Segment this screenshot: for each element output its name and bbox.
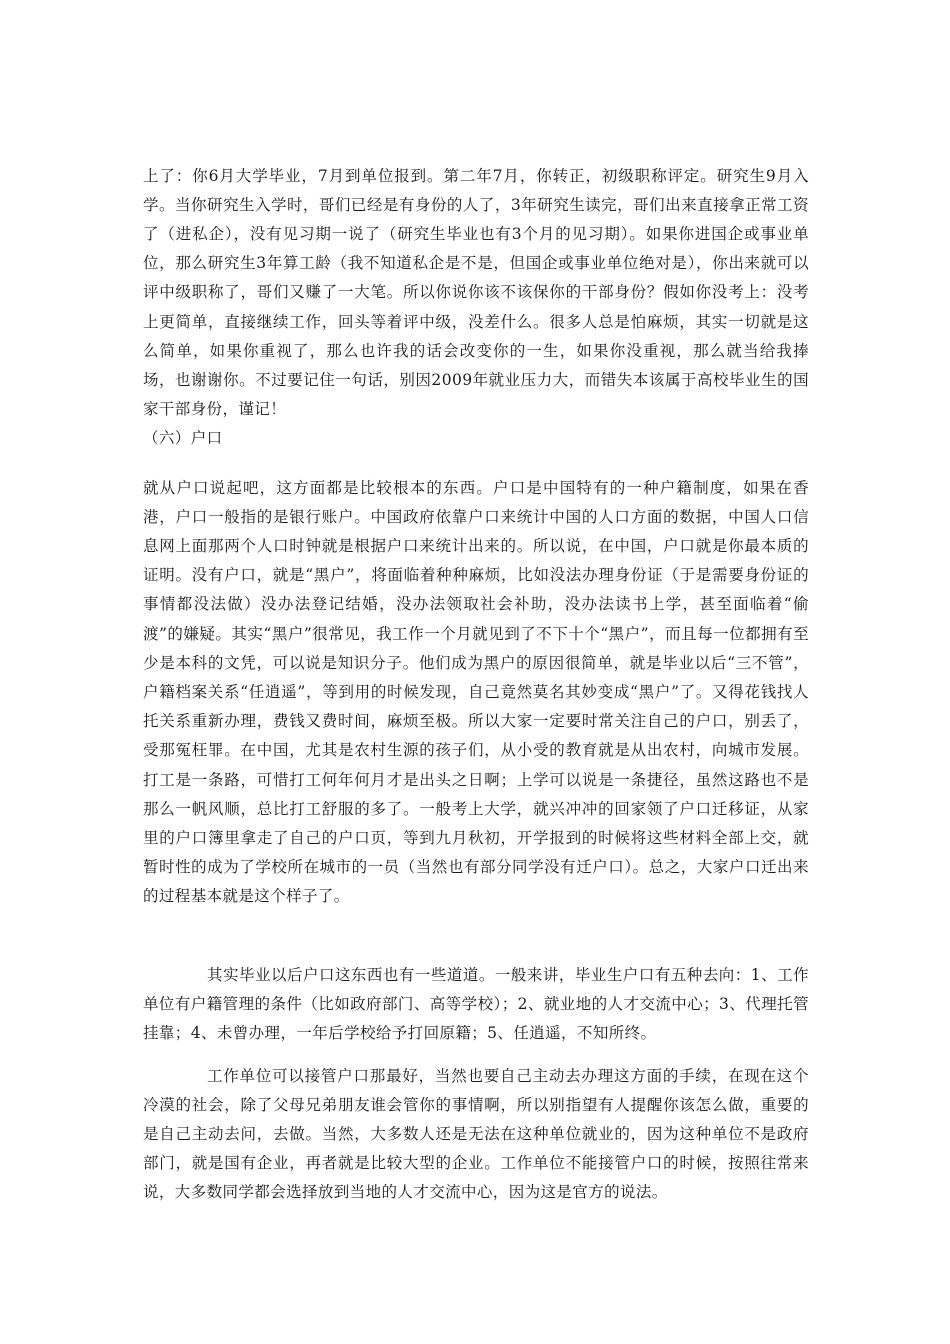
paragraph-cadre-status: 上了：你6月大学毕业，7月到单位报到。第二年7月，你转正，初级职称评定。研究生9月入学。当你研究生入学时，哥们已经是有身份的人了，3年研究生读完，哥们出来直接拿正常工资了（进私企），没有见习期一说了（研究生毕业也有3个月的见习期）。如果你进国企或事业单位，那么研究生3年算工龄（我不知道私企是不是，但国企或事业单位绝对是），你出来就可以评中级职称了，哥们又赚了一大笔。所以你说你该不该保你的干部身份？假如你没考上：没考上更简单，直接继续工作，回头等着评中级，没差什么。很多人总是怕麻烦，其实一切就是这么简单，如果你重视了，那么也许我的话会改变你的一生，如果你没重视，那么就当给我捧场，也谢谢你。不过要记住一句话，别因2009年就业压力大，而错失本该属于高校毕业生的国家干部身份，谨记！: [143, 166, 809, 419]
paragraph-hukou-destinations: 其实毕业以后户口这东西也有一些道道。一般来讲，毕业生户口有五种去向：1、工作单位有户籍管理的条件（比如政府部门、高等学校）；2、就业地的人才交流中心；3、代理托管挂靠；4、未曾办理，一年后学校给予打回原籍；5、任逍遥，不知所终。: [143, 965, 809, 1042]
paragraph-work-unit-hukou: 工作单位可以接管户口那最好，当然也要自己主动去办理这方面的手续，在现在这个冷漠的社会，除了父母兄弟朋友谁会管你的事情啊，所以别指望有人提醒你该怎么做，重要的是自己主动去问，去做。当然，大多数人还是无法在这种单位就业的，因为这种单位不是政府部门，就是国有企业，再者就是比较大型的企业。工作单位不能接管户口的时候，按照往常来说，大多数同学都会选择放到当地的人才交流中心，因为这是官方的说法。: [143, 1066, 809, 1202]
paragraph-hukou-intro: 就从户口说起吧，这方面都是比较根本的东西。户口是中国特有的一种户籍制度，如果在香港，户口一般指的是银行账户。中国政府依靠户口来统计中国的人口方面的数据，中国人口信息网上面那两个人口时钟就是根据户口来统计出来的。所以说，在中国，户口就是你最本质的证明。没有户口，就是“黑户”，将面临着种种麻烦，比如没法办理身份证（于是需要身份证的事情都没法做）没办法登记结婚，没办法领取社会补助，没办法读书上学，甚至面临着“偷渡”的嫌疑。其实“黑户”很常见，我工作一个月就见到了不下十个“黑户”，而且每一位都拥有至少是本科的文凭，可以说是知识分子。他们成为黑户的原因很简单，就是毕业以后“三不管”，户籍档案关系“任逍遥”，等到用的时候发现，自己竟然莫名其妙变成“黑户”了。又得花钱找人托关系重新办理，费钱又费时间，麻烦至极。所以大家一定要时常关注自己的户口，别丢了，受那冤枉罪。在中国，尤其是农村生源的孩子们，从小受的教育就是从出农村，向城市发展。打工是一条路，可惜打工何年何月才是出头之日啊；上学可以说是一条捷径，虽然这路也不是那么一帆风顺，总比打工舒服的多了。一般考上大学，就兴冲冲的回家领了户口迁移证，从家里的户口簿里拿走了自己的户口页，等到九月秋初，开学报到的时候将这些材料全部上交，就暂时性的成为了学校所在城市的一员（当然也有部分同学没有迁户口）。总之，大家户口迁出来的过程基本就是这个样子了。: [143, 478, 809, 906]
section-heading-hukou: （六）户口: [143, 428, 223, 447]
